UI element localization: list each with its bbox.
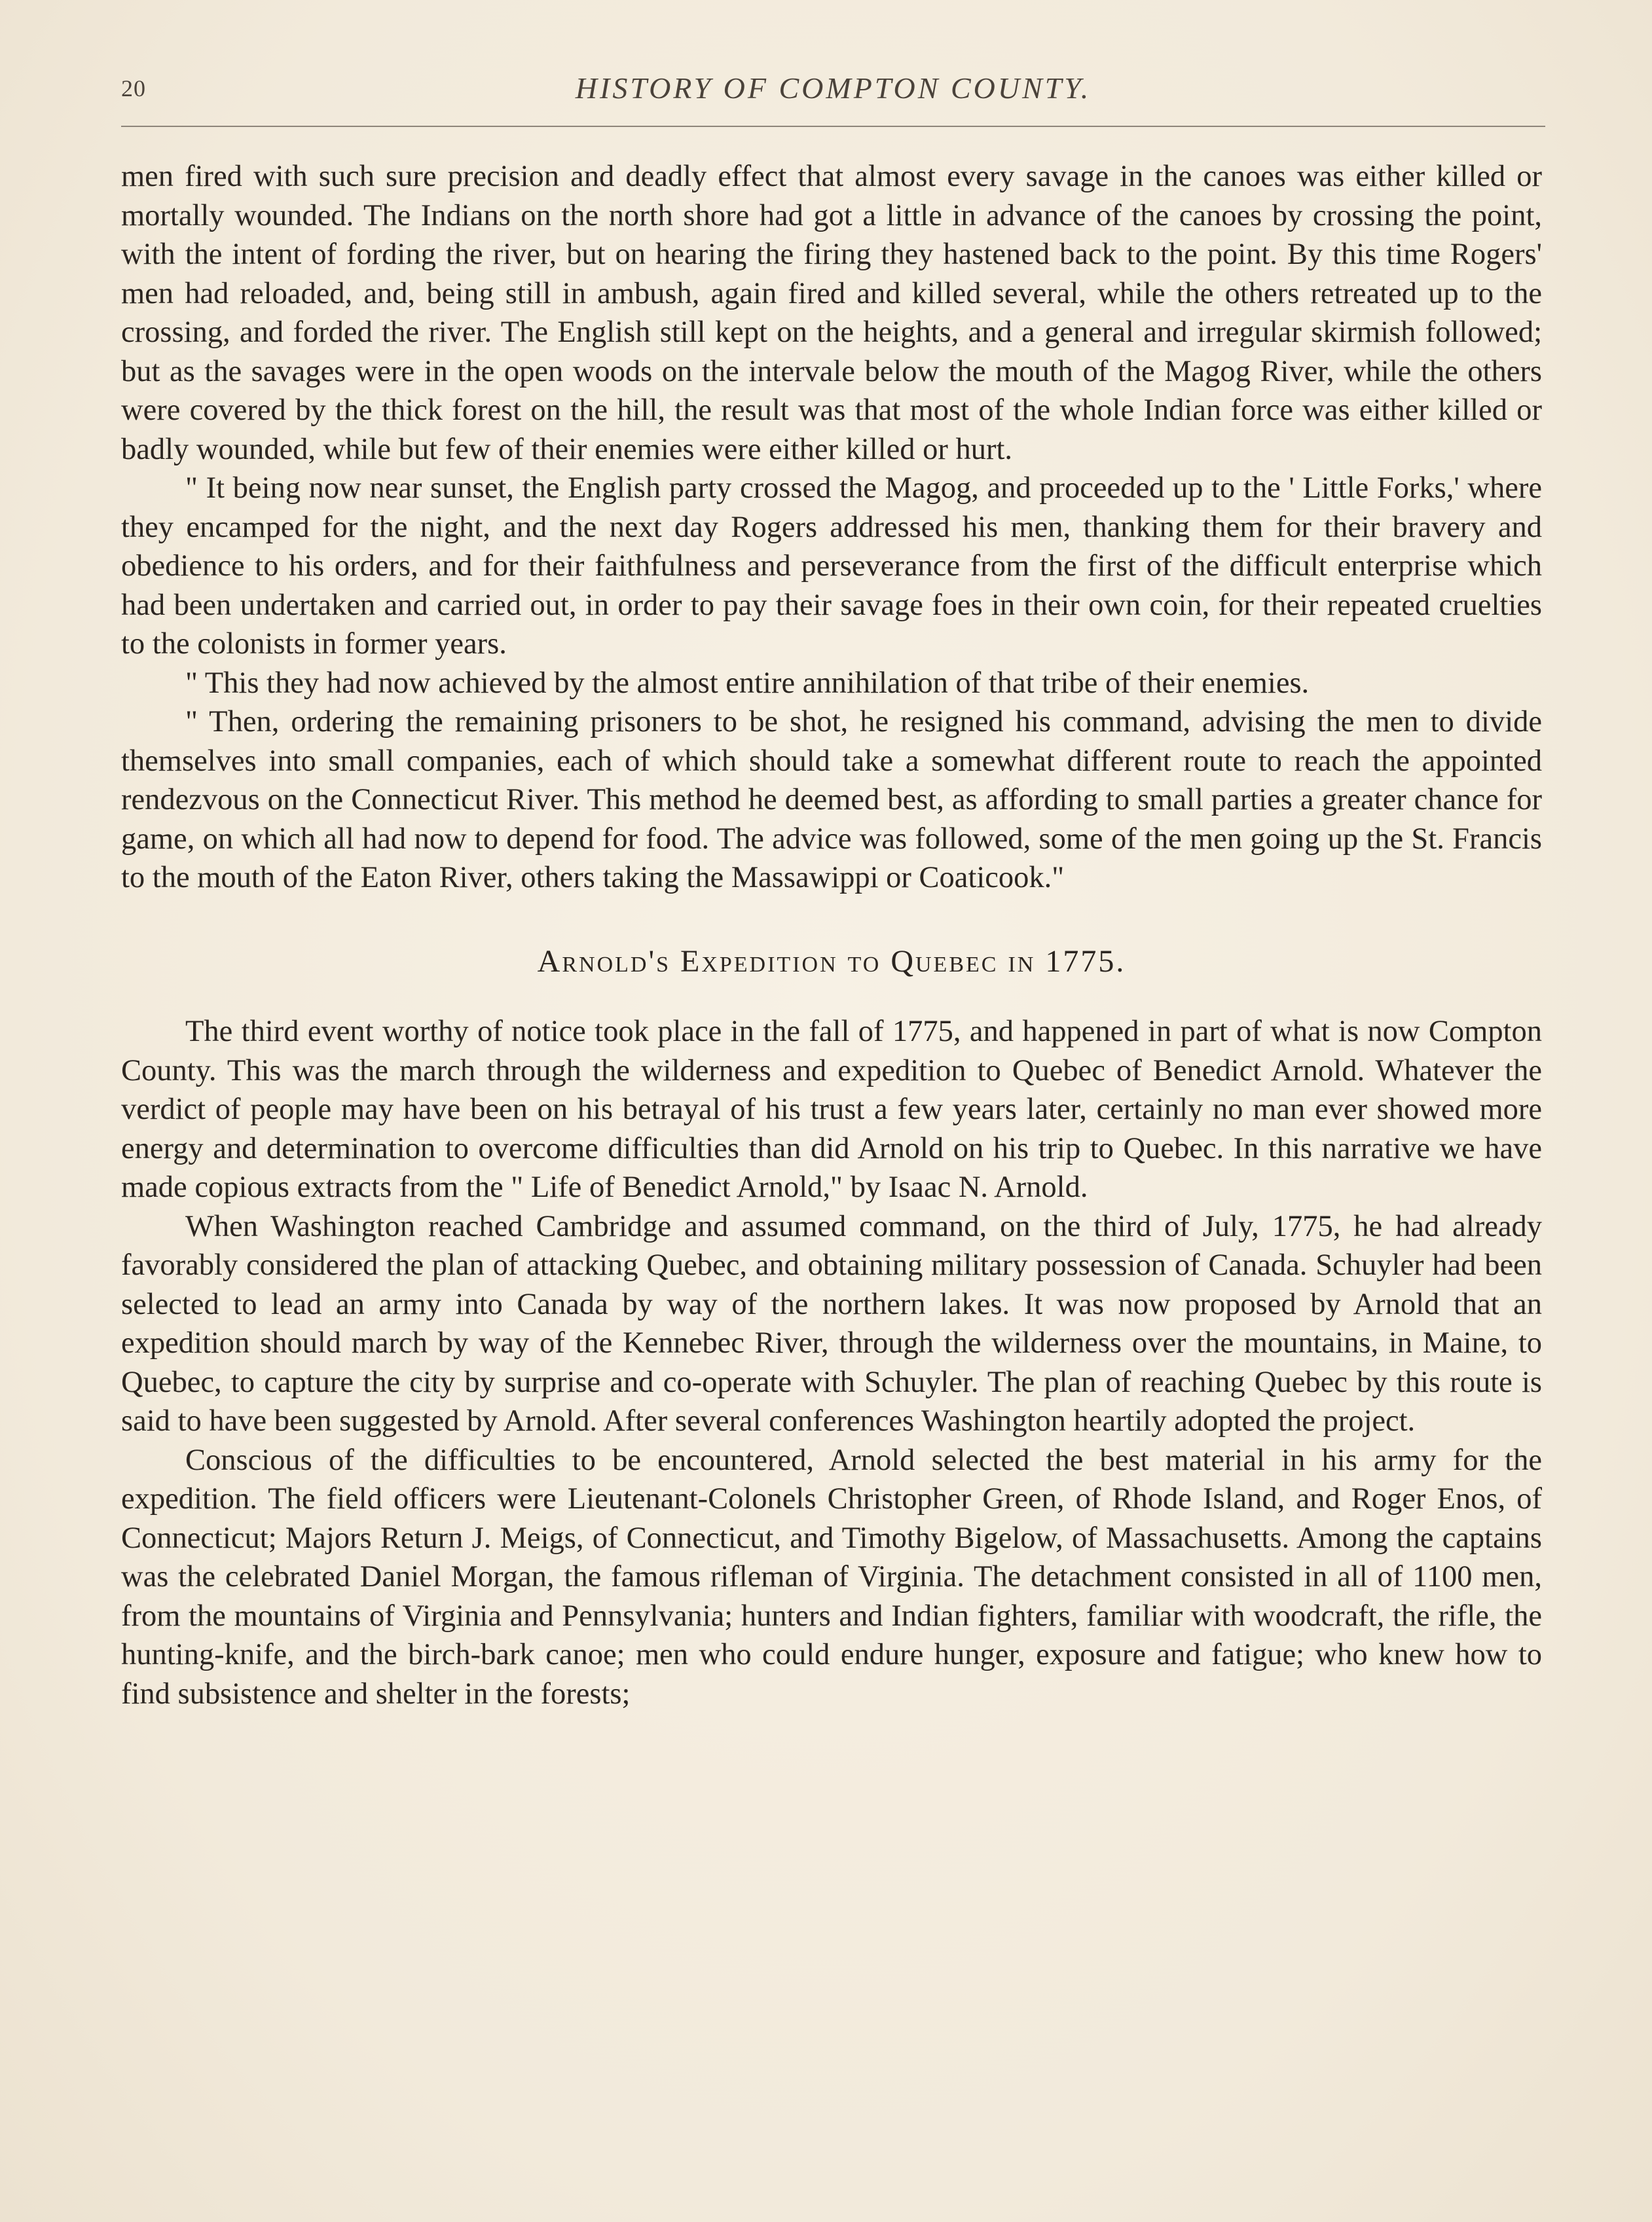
paragraph: The third event worthy of notice took place in the fall of 1775, and happened in part of what is now Compton County. This was the march through the wilderness and expedition to Quebec of Benedict Arnold. Whatever the verdict of people may have been on his betrayal of his trust a few years later, certainly no man ever showed more energy and determination to overcome difficulties than did Arnold on his trip to Quebec. In this narrative we have made copious extracts from the " Life of Benedict Arnold," by Isaac N. Arnold. (121, 1015, 1542, 1204)
paragraph: " This they had now achieved by the almost entire annihilation of that tribe of their enemies. (185, 666, 1310, 700)
paragraph: men fired with such sure precision and deadly effect that almost every savage in the canoes was either killed or mortally wounded. The Indians on the north shore had got a little in advance of the canoes by crossing the point, with the intent of fording the river, but on hearing the firing they hastened back to the point. By this time Rogers' men had reloaded, and, being still in ambush, again fired and killed several, while the others retreated up to the crossing, and forded the river. The English still kept on the heights, and a general and irregular skirmish followed; but as the savages were in the open woods on the intervale below the mouth of the Magog River, while the others were covered by the thick forest on the hill, the result was that most of the whole Indian force was either killed or badly wounded, while but few of their enemies were either killed or hurt. (121, 160, 1542, 466)
running-head (121, 71, 1545, 110)
page-number: 20 (121, 75, 146, 101)
paragraph: When Washington reached Cambridge and assumed command, on the third of July, 1775, he had already favorably considered the plan of attacking Quebec, and obtaining military possession of Canada. Schuyler had been selected to lead an army into Canada by way of the northern lakes. It was now proposed by Arnold that an expedition should march by way of the Kennebec River, through the wilderness over the mountains, in Maine, to Quebec, to capture the city by surprise and co-operate with Schuyler. The plan of reaching Quebec by this route is said to have been suggested by Arnold. After several conferences Washington heartily adopted the project. (121, 1209, 1542, 1438)
header-rule (121, 126, 1545, 127)
body-text (121, 157, 1542, 1713)
paragraph: Conscious of the difficulties to be encountered, Arnold selected the best material in his army for the expedition. The field officers were Lieutenant-Colonels Christopher Green, of Rhode Island, and Roger Enos, of Connecticut; Majors Return J. Meigs, of Connecticut, and Timothy Bigelow, of Massachusetts. Among the captains was the celebrated Daniel Morgan, the famous rifleman of Virginia. The detachment consisted in all of 1100 men, from the mountains of Virginia and Pennsylvania; hunters and Indian fighters, familiar with woodcraft, the rifle, the hunting-knife, and the birch-bark canoe; men who could endure hunger, exposure and fatigue; who knew how to find subsistence and shelter in the forests; (121, 1443, 1542, 1711)
section-heading: Arnold's Expedition to Quebec in 1775. (537, 943, 1126, 979)
paragraph: " Then, ordering the remaining prisoners to be shot, he resigned his command, advising the men to divide themselves into small companies, each of which should take a somewhat different route to reach the appointed rendezvous on the Connecticut River. This method he deemed best, as affording to small parties a greater chance for game, on which all had now to depend for food. The advice was followed, some of the men going up the St. Francis to the mouth of the Eaton River, others taking the Massawippi or Coaticook." (121, 705, 1542, 894)
running-title: HISTORY OF COMPTON COUNTY. (575, 71, 1092, 105)
paragraph: " It being now near sunset, the English party crossed the Magog, and proceeded up to the ' Little Forks,' where they encamped for the night, and the next day Rogers addressed his men, thanking them for their bravery and obedience to his orders, and for their faithfulness and perseverance from the first of the difficult enterprise which had been undertaken and carried out, in order to pay their savage foes in their own coin, for their repeated cruelties to the colonists in former years. (121, 471, 1542, 661)
